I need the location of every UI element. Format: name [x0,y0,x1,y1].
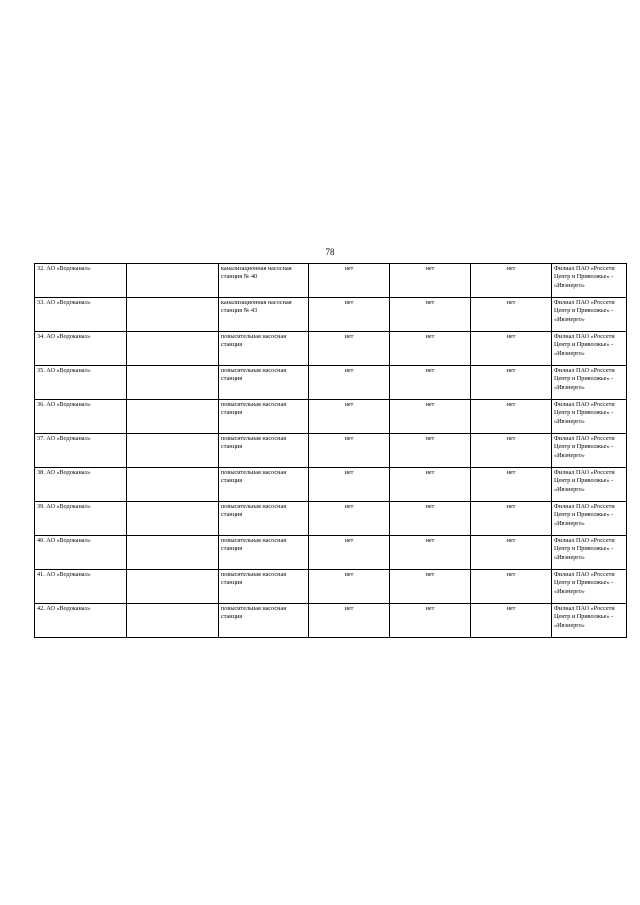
value-cell: нет [390,570,471,604]
owner-cell: 37. АО «Водоканал» [35,434,127,468]
value-cell: нет [471,434,552,468]
value-cell: нет [471,332,552,366]
owner-cell: 32. АО «Водоканал» [35,264,127,298]
filial-cell: Филиал ПАО «Россети Центр и Приволжье» - «Ивэнерго» [552,434,627,468]
filial-cell: Филиал ПАО «Россети Центр и Приволжье» - «Ивэнерго» [552,570,627,604]
filial-cell: Филиал ПАО «Россети Центр и Приволжье» - «Ивэнерго» [552,366,627,400]
table-row [35,400,627,434]
owner-cell: 34. АО «Водоканал» [35,332,127,366]
filial-cell: Филиал ПАО «Россети Центр и Приволжье» - «Ивэнерго» [552,332,627,366]
owner-cell: 33. АО «Водоканал» [35,298,127,332]
object-type-cell: повысительная насосная станция [219,468,309,502]
value-cell: нет [309,604,390,638]
value-cell: нет [390,264,471,298]
value-cell: нет [309,264,390,298]
value-cell: нет [471,502,552,536]
object-type-cell: повысительная насосная станция [219,502,309,536]
value-cell: нет [309,536,390,570]
table-row [35,604,627,638]
filial-cell: Филиал ПАО «Россети Центр и Приволжье» - «Ивэнерго» [552,298,627,332]
owner-cell: 36. АО «Водоканал» [35,400,127,434]
objects-table [34,263,627,638]
empty-cell [127,536,219,570]
filial-cell: Филиал ПАО «Россети Центр и Приволжье» - «Ивэнерго» [552,536,627,570]
value-cell: нет [390,536,471,570]
owner-cell: 39. АО «Водоканал» [35,502,127,536]
object-type-cell: повысительная насосная станция [219,400,309,434]
value-cell: нет [309,434,390,468]
value-cell: нет [309,570,390,604]
table-row [35,298,627,332]
empty-cell [127,332,219,366]
empty-cell [127,434,219,468]
object-type-cell: повысительная насосная станция [219,536,309,570]
object-type-cell: повысительная насосная станция [219,570,309,604]
table-row [35,332,627,366]
owner-cell: 41. АО «Водоканал» [35,570,127,604]
filial-cell: Филиал ПАО «Россети Центр и Приволжье» - «Ивэнерго» [552,502,627,536]
value-cell: нет [471,298,552,332]
object-type-cell: повысительная насосная станция [219,434,309,468]
owner-cell: 42. АО «Водоканал» [35,604,127,638]
page-number: 78 [325,247,335,257]
table-row [35,536,627,570]
value-cell: нет [309,332,390,366]
value-cell: нет [471,570,552,604]
empty-cell [127,400,219,434]
object-type-cell: повысительная насосная станция [219,366,309,400]
empty-cell [127,468,219,502]
value-cell: нет [309,298,390,332]
value-cell: нет [390,434,471,468]
value-cell: нет [309,366,390,400]
filial-cell: Филиал ПАО «Россети Центр и Приволжье» - «Ивэнерго» [552,400,627,434]
table-row [35,264,627,298]
object-type-cell: канализационная насосная станция № 40 [219,264,309,298]
value-cell: нет [471,536,552,570]
table-row [35,434,627,468]
table-body [35,264,627,638]
value-cell: нет [390,502,471,536]
value-cell: нет [471,366,552,400]
value-cell: нет [471,604,552,638]
table-row [35,468,627,502]
empty-cell [127,604,219,638]
empty-cell [127,298,219,332]
object-type-cell: повысительная насосная станция [219,332,309,366]
value-cell: нет [309,468,390,502]
value-cell: нет [471,264,552,298]
value-cell: нет [390,298,471,332]
value-cell: нет [390,366,471,400]
table-row [35,502,627,536]
value-cell: нет [390,400,471,434]
empty-cell [127,570,219,604]
owner-cell: 35. АО «Водоканал» [35,366,127,400]
empty-cell [127,264,219,298]
filial-cell: Филиал ПАО «Россети Центр и Приволжье» - «Ивэнерго» [552,604,627,638]
table-row [35,570,627,604]
owner-cell: 38. АО «Водоканал» [35,468,127,502]
value-cell: нет [309,400,390,434]
value-cell: нет [471,400,552,434]
value-cell: нет [471,468,552,502]
object-type-cell: канализационная насосная станция № 43 [219,298,309,332]
empty-cell [127,366,219,400]
filial-cell: Филиал ПАО «Россети Центр и Приволжье» - «Ивэнерго» [552,264,627,298]
object-type-cell: повысительная насосная станция [219,604,309,638]
owner-cell: 40. АО «Водоканал» [35,536,127,570]
value-cell: нет [390,332,471,366]
value-cell: нет [309,502,390,536]
value-cell: нет [390,468,471,502]
empty-cell [127,502,219,536]
table-row [35,366,627,400]
value-cell: нет [390,604,471,638]
filial-cell: Филиал ПАО «Россети Центр и Приволжье» - «Ивэнерго» [552,468,627,502]
